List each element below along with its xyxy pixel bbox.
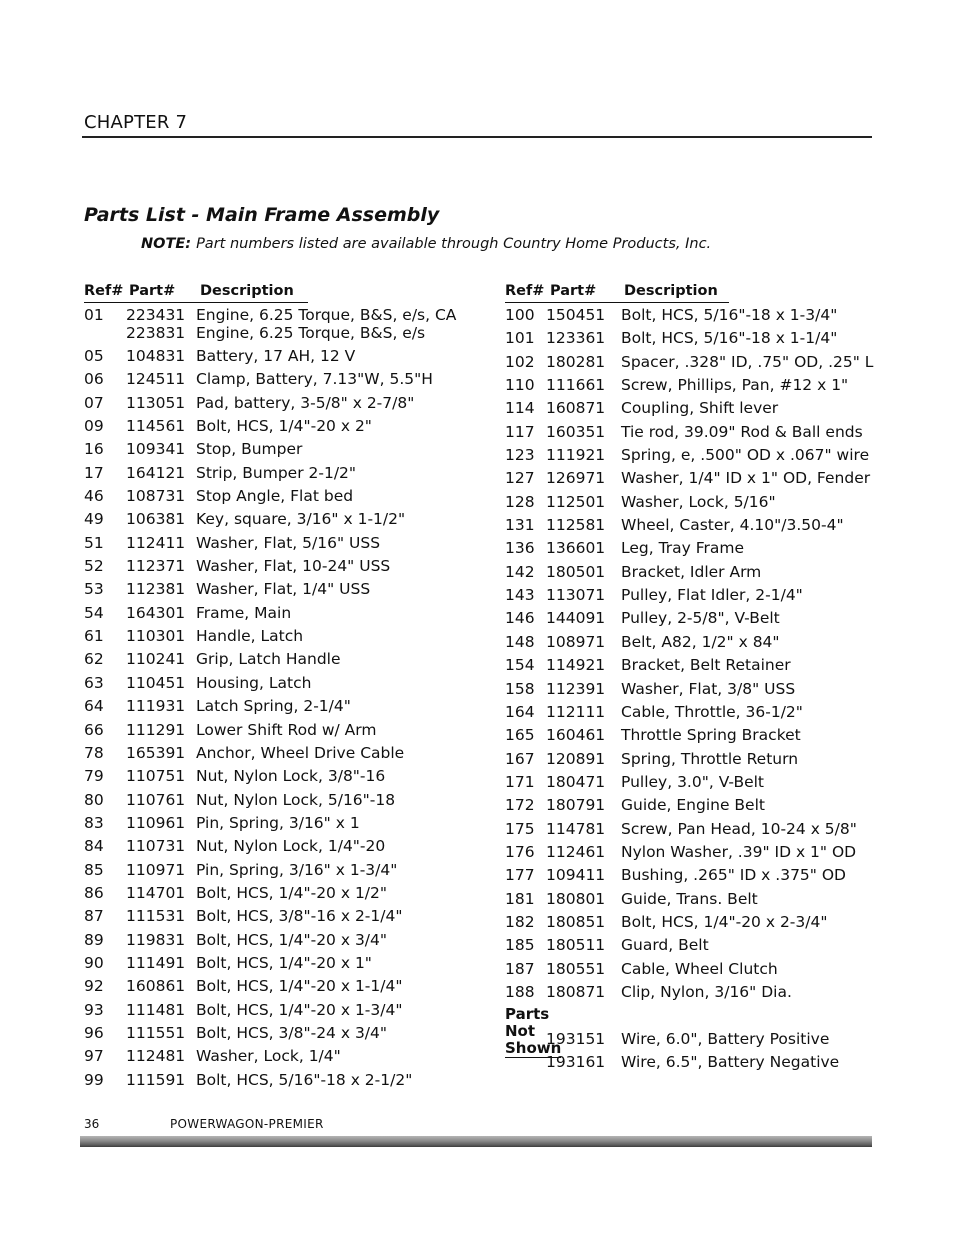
ref-number: 89 — [84, 930, 104, 949]
part-number: 104831 — [126, 347, 186, 365]
page-number: 36 — [84, 1117, 100, 1131]
part-description: Screw, Pan Head, 10-24 x 5/8" — [621, 819, 857, 838]
part-number: 180801 — [546, 889, 606, 908]
part-description: Washer, Lock, 5/16" — [621, 492, 776, 511]
part-description: Engine, 6.25 Torque, B&S, e/s, CA — [196, 306, 457, 324]
part-description: Housing, Latch — [196, 673, 312, 692]
ref-number: 181 — [505, 889, 535, 908]
part-number: 180791 — [546, 796, 606, 815]
part-description: Bolt, HCS, 3/8"-16 x 2-1/4" — [196, 907, 403, 926]
ref-number: 61 — [84, 627, 104, 646]
part-number: 113071 — [546, 586, 606, 605]
part-number: 109411 — [546, 866, 606, 885]
ref-number: 01 — [84, 306, 104, 324]
ref-number: 16 — [84, 440, 104, 459]
part-number: 113051 — [126, 393, 186, 412]
ref-number: 17 — [84, 463, 104, 482]
note-label: NOTE: — [141, 236, 192, 252]
part-number: 180471 — [546, 772, 606, 791]
part-description: Clip, Nylon, 3/16" Dia. — [621, 982, 792, 1001]
part-description: Bolt, HCS, 5/16"-18 x 2-1/2" — [196, 1070, 413, 1089]
part-description: Leg, Tray Frame — [621, 539, 745, 558]
ref-number: 171 — [505, 772, 535, 791]
page-title: Parts List - Main Frame Assembly — [84, 204, 440, 226]
part-description: Pulley, Flat Idler, 2-1/4" — [621, 586, 803, 605]
description-header: Description — [200, 283, 294, 299]
ref-number: 175 — [505, 819, 535, 838]
ref-number: 172 — [505, 796, 535, 815]
part-number: 112381 — [126, 580, 186, 599]
part-number: 112581 — [546, 516, 606, 535]
part-description: Nut, Nylon Lock, 3/8"-16 — [196, 767, 386, 786]
part-description: Pin, Spring, 3/16" x 1 — [196, 813, 360, 832]
ref-number: 123 — [505, 446, 535, 465]
part-number: 108971 — [546, 632, 606, 651]
part-description: Washer, Flat, 3/8" USS — [621, 679, 796, 698]
part-number: 126971 — [546, 469, 606, 488]
ref-number: 136 — [505, 539, 535, 558]
part-number: 112391 — [546, 679, 606, 698]
part-description: Wire, 6.0", Battery Positive — [621, 1029, 830, 1048]
part-number: 119831 — [126, 930, 186, 949]
part-number: 193151 — [546, 1029, 606, 1048]
ref-number: 93 — [84, 1000, 104, 1019]
part-description: Nylon Washer, .39" ID x 1" OD — [621, 842, 857, 861]
part-number: 110301 — [126, 627, 186, 646]
part-description: Bolt, HCS, 1/4"-20 x 2-3/4" — [621, 912, 828, 931]
part-number: 111491 — [126, 953, 186, 972]
part-description: Guide, Trans. Belt — [621, 889, 758, 908]
part-description: Bolt, HCS, 1/4"-20 x 2" — [196, 417, 372, 436]
ref-number: 87 — [84, 907, 104, 926]
ref-number: 99 — [84, 1070, 104, 1089]
chapter-heading: CHAPTER 7 — [84, 112, 188, 133]
part-number: 110731 — [126, 837, 186, 856]
ref-number: 142 — [505, 562, 535, 581]
part-number: 112481 — [126, 1047, 186, 1066]
part-description: Bolt, HCS, 1/4"-20 x 1" — [196, 953, 372, 972]
part-description: Coupling, Shift lever — [621, 399, 779, 418]
part-description: Pulley, 3.0", V-Belt — [621, 772, 764, 791]
part-description: Key, square, 3/16" x 1-1/2" — [196, 510, 406, 529]
part-number: 110961 — [126, 813, 186, 832]
part-number: 160871 — [546, 399, 606, 418]
part-number: 110451 — [126, 673, 186, 692]
part-description: Handle, Latch — [196, 627, 304, 646]
ref-number: 84 — [84, 837, 104, 856]
ref-number: 188 — [505, 982, 535, 1001]
part-description: Wire, 6.5", Battery Negative — [621, 1053, 840, 1071]
part-number: 223831 — [126, 324, 186, 342]
ref-number: 114 — [505, 399, 535, 418]
parts-not-shown-label: Parts Not Shown — [505, 1005, 562, 1058]
part-description: Spacer, .328" ID, .75" OD, .25" L — [621, 352, 874, 371]
part-description: Clamp, Battery, 7.13"W, 5.5"H — [196, 370, 433, 389]
part-number: 223431 — [126, 306, 186, 324]
part-description: Tie rod, 39.09" Rod & Ball ends — [621, 422, 863, 441]
part-number: 111481 — [126, 1000, 186, 1019]
ref-number: 83 — [84, 813, 104, 832]
part-number: 124511 — [126, 370, 186, 389]
ref-number: 185 — [505, 936, 535, 955]
note — [141, 236, 711, 252]
ref-number: 182 — [505, 912, 535, 931]
part-number: 112111 — [546, 702, 606, 721]
part-number: 112371 — [126, 557, 186, 576]
chapter-divider — [82, 136, 872, 138]
part-description: Bolt, HCS, 5/16"-18 x 1-3/4" — [621, 306, 838, 324]
part-number: 160461 — [546, 726, 606, 745]
part-description: Bolt, HCS, 1/4"-20 x 1-1/4" — [196, 977, 403, 996]
part-number: 193161 — [546, 1053, 606, 1071]
part-number: 164301 — [126, 603, 186, 622]
part-description: Washer, Flat, 5/16" USS — [196, 533, 381, 552]
ref-number: 131 — [505, 516, 535, 535]
part-number: 111661 — [546, 376, 606, 395]
part-number: 120891 — [546, 749, 606, 768]
ref-number: 164 — [505, 702, 535, 721]
part-number: 109341 — [126, 440, 186, 459]
part-description: Pad, battery, 3-5/8" x 2-7/8" — [196, 393, 415, 412]
part-number: 111551 — [126, 1023, 186, 1042]
part-number: 111931 — [126, 697, 186, 716]
description-header: Description — [624, 283, 718, 299]
part-number: 111291 — [126, 720, 186, 739]
part-description: Cable, Wheel Clutch — [621, 959, 778, 978]
part-description: Washer, Lock, 1/4" — [196, 1047, 341, 1066]
ref-number: 09 — [84, 417, 104, 436]
part-number: 110751 — [126, 767, 186, 786]
part-number: 112501 — [546, 492, 606, 511]
ref-number: 79 — [84, 767, 104, 786]
ref-number: 51 — [84, 533, 104, 552]
part-description: Stop, Bumper — [196, 440, 303, 459]
ref-number: 54 — [84, 603, 104, 622]
part-description: Washer, Flat, 1/4" USS — [196, 580, 371, 599]
part-description: Latch Spring, 2-1/4" — [196, 697, 351, 716]
part-header: Part# — [550, 283, 597, 299]
part-description: Anchor, Wheel Drive Cable — [196, 743, 405, 762]
part-description: Nut, Nylon Lock, 5/16"-18 — [196, 790, 396, 809]
part-description: Washer, Flat, 10-24" USS — [196, 557, 391, 576]
part-description: Strip, Bumper 2-1/2" — [196, 463, 357, 482]
part-description: Guide, Engine Belt — [621, 796, 765, 815]
ref-number: 167 — [505, 749, 535, 768]
ref-number: 154 — [505, 656, 535, 675]
part-number: 111531 — [126, 907, 186, 926]
part-number: 111591 — [126, 1070, 186, 1089]
ref-number: 80 — [84, 790, 104, 809]
ref-number: 05 — [84, 347, 104, 365]
ref-number: 06 — [84, 370, 104, 389]
ref-number: 177 — [505, 866, 535, 885]
header-underline — [505, 302, 729, 303]
ref-number: 96 — [84, 1023, 104, 1042]
ref-number: 53 — [84, 580, 104, 599]
part-number: 164121 — [126, 463, 186, 482]
part-description: Screw, Phillips, Pan, #12 x 1" — [621, 376, 849, 395]
part-description: Cable, Throttle, 36-1/2" — [621, 702, 803, 721]
part-description: Bracket, Idler Arm — [621, 562, 762, 581]
ref-number: 92 — [84, 977, 104, 996]
part-description: Bolt, HCS, 1/4"-20 x 3/4" — [196, 930, 388, 949]
note-text: Part numbers listed are available through Country Home Products, Inc. — [196, 236, 712, 252]
part-number: 180551 — [546, 959, 606, 978]
part-description: Belt, A82, 1/2" x 84" — [621, 632, 780, 651]
part-number: 114781 — [546, 819, 606, 838]
part-number: 114921 — [546, 656, 606, 675]
part-description: Pulley, 2-5/8", V-Belt — [621, 609, 780, 628]
ref-number: 100 — [505, 306, 535, 324]
ref-number: 176 — [505, 842, 535, 861]
ref-number: 102 — [505, 352, 535, 371]
part-number: 136601 — [546, 539, 606, 558]
ref-header: Ref# — [84, 283, 124, 299]
ref-number: 143 — [505, 586, 535, 605]
ref-number: 128 — [505, 492, 535, 511]
ref-number: 148 — [505, 632, 535, 651]
part-number: 112411 — [126, 533, 186, 552]
ref-number: 46 — [84, 487, 104, 506]
ref-header: Ref# — [505, 283, 545, 299]
part-description: Frame, Main — [196, 603, 292, 622]
part-description: Bolt, HCS, 5/16"-18 x 1-1/4" — [621, 329, 838, 348]
part-description: Battery, 17 AH, 12 V — [196, 347, 356, 365]
part-header: Part# — [129, 283, 176, 299]
ref-number: 49 — [84, 510, 104, 529]
part-description: Bushing, .265" ID x .375" OD — [621, 866, 846, 885]
part-number: 144091 — [546, 609, 606, 628]
part-number: 111921 — [546, 446, 606, 465]
part-number: 150451 — [546, 306, 606, 324]
ref-number: 85 — [84, 860, 104, 879]
ref-number: 90 — [84, 953, 104, 972]
ref-number: 110 — [505, 376, 535, 395]
part-number: 180851 — [546, 912, 606, 931]
part-number: 114561 — [126, 417, 186, 436]
part-number: 180501 — [546, 562, 606, 581]
ref-number: 66 — [84, 720, 104, 739]
footer-bar — [80, 1136, 872, 1147]
part-number: 110761 — [126, 790, 186, 809]
product-name: POWERWAGON-PREMIER — [170, 1117, 324, 1131]
part-description: Lower Shift Rod w/ Arm — [196, 720, 377, 739]
part-description: Bolt, HCS, 3/8"-24 x 3/4" — [196, 1023, 388, 1042]
part-description: Bracket, Belt Retainer — [621, 656, 791, 675]
ref-number: 63 — [84, 673, 104, 692]
part-number: 112461 — [546, 842, 606, 861]
part-number: 165391 — [126, 743, 186, 762]
part-description: Guard, Belt — [621, 936, 709, 955]
ref-number: 64 — [84, 697, 104, 716]
part-description: Nut, Nylon Lock, 1/4"-20 — [196, 837, 386, 856]
ref-number: 97 — [84, 1047, 104, 1066]
part-description: Bolt, HCS, 1/4"-20 x 1-3/4" — [196, 1000, 403, 1019]
part-description: Bolt, HCS, 1/4"-20 x 1/2" — [196, 883, 388, 902]
part-description: Throttle Spring Bracket — [621, 726, 801, 745]
ref-number: 78 — [84, 743, 104, 762]
part-number: 160351 — [546, 422, 606, 441]
part-number: 110971 — [126, 860, 186, 879]
part-description: Engine, 6.25 Torque, B&S, e/s — [196, 324, 426, 342]
part-number: 160861 — [126, 977, 186, 996]
part-number: 106381 — [126, 510, 186, 529]
ref-number: 07 — [84, 393, 104, 412]
part-description: Spring, Throttle Return — [621, 749, 799, 768]
part-number: 180871 — [546, 982, 606, 1001]
ref-number: 101 — [505, 329, 535, 348]
part-description: Grip, Latch Handle — [196, 650, 341, 669]
header-underline — [84, 302, 308, 303]
ref-number: 86 — [84, 883, 104, 902]
ref-number: 127 — [505, 469, 535, 488]
ref-number: 146 — [505, 609, 535, 628]
part-description: Wheel, Caster, 4.10"/3.50-4" — [621, 516, 844, 535]
part-number: 180511 — [546, 936, 606, 955]
ref-number: 52 — [84, 557, 104, 576]
part-number: 110241 — [126, 650, 186, 669]
ref-number: 117 — [505, 422, 535, 441]
part-description: Pin, Spring, 3/16" x 1-3/4" — [196, 860, 398, 879]
part-description: Washer, 1/4" ID x 1" OD, Fender — [621, 469, 871, 488]
part-number: 123361 — [546, 329, 606, 348]
part-number: 108731 — [126, 487, 186, 506]
part-number: 114701 — [126, 883, 186, 902]
ref-number: 62 — [84, 650, 104, 669]
ref-number: 165 — [505, 726, 535, 745]
part-number: 180281 — [546, 352, 606, 371]
part-description: Spring, e, .500" OD x .067" wire — [621, 446, 870, 465]
ref-number: 158 — [505, 679, 535, 698]
ref-number: 187 — [505, 959, 535, 978]
part-description: Stop Angle, Flat bed — [196, 487, 354, 506]
